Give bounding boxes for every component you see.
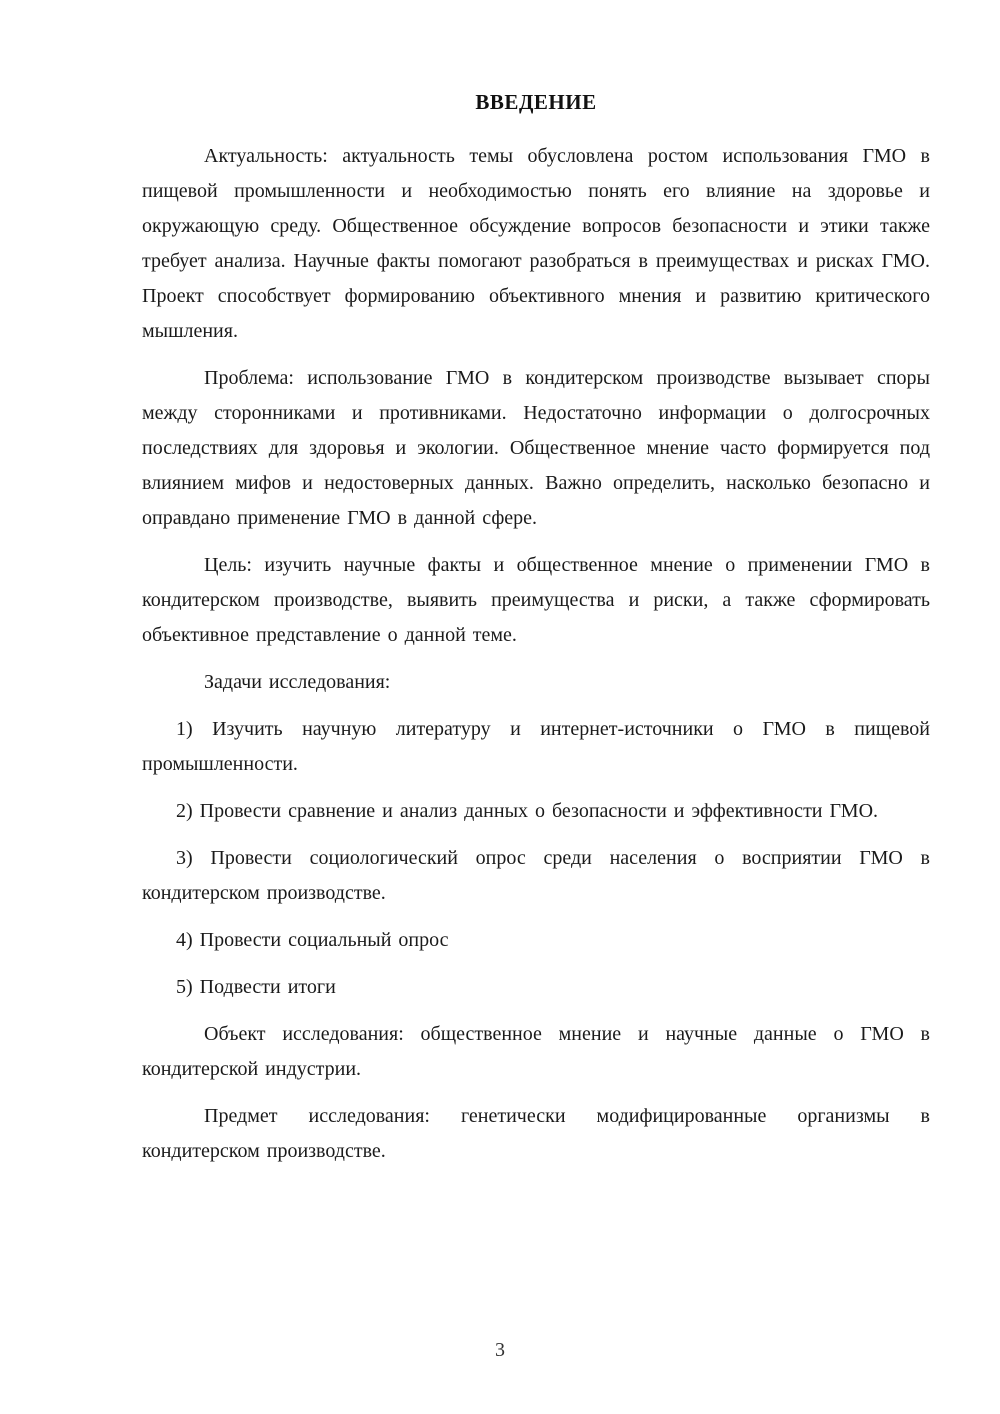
- paragraph-zadachi-heading: Задачи исследования:: [204, 671, 391, 693]
- paragraph-problema: Проблема: использование ГМО в кондитерском производстве вызывает споры между сторонниками и противниками. Недостаточно информации о долгосрочных последствиях для здоровья и экологии. Общественное мнение часто формируется под влиянием мифов и недостоверных данных. Важно определить, насколько безопасно и оправдано применение ГМО в данной сфере.: [142, 367, 930, 529]
- paragraph-predmet: Предмет исследования: генетически модифицированные организмы в кондитерском производстве.: [142, 1105, 930, 1162]
- list-item-3: 3) Провести социологический опрос среди населения о восприятии ГМО в кондитерском производстве.: [142, 847, 930, 904]
- page-title: ВВЕДЕНИЕ: [475, 90, 597, 114]
- list-item-2: 2) Провести сравнение и анализ данных о безопасности и эффективности ГМО.: [176, 800, 879, 822]
- paragraph-tsel: Цель: изучить научные факты и общественное мнение о применении ГМО в кондитерском производстве, выявить преимущества и риски, а также сформировать объективное представление о данной теме.: [142, 554, 930, 646]
- page-number: 3: [495, 1339, 505, 1361]
- list-item-5: 5) Подвести итоги: [176, 976, 336, 998]
- paragraph-aktualnost: Актуальность: актуальность темы обусловлена ростом использования ГМО в пищевой промышленности и необходимостью понять его влияние на здоровье и окружающую среду. Общественное обсуждение вопросов безопасности и этики также требует анализа. Научные факты помогают разобраться в преимуществах и рисках ГМО. Проект способствует формированию объективного мнения и развитию критического мышления.: [142, 145, 930, 342]
- list-item-4: 4) Провести социальный опрос: [176, 929, 449, 951]
- paragraph-obyekt: Объект исследования: общественное мнение и научные данные о ГМО в кондитерской индустрии.: [142, 1023, 930, 1080]
- list-item-1: 1) Изучить научную литературу и интернет-источники о ГМО в пищевой промышленности.: [142, 718, 930, 775]
